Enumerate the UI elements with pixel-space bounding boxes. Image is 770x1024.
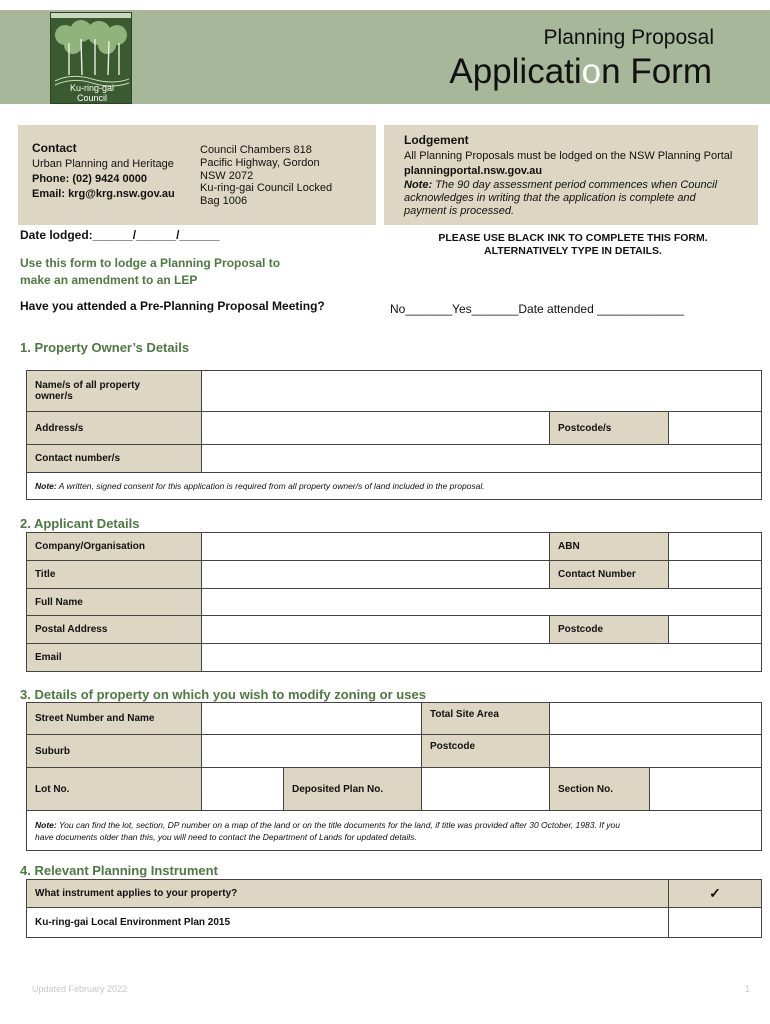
section-no-input[interactable] xyxy=(650,768,761,810)
meeting-question: Have you attended a Pre-Planning Proposal Meeting? xyxy=(20,299,325,313)
lodgement-note-2: acknowledges in writing that the application is complete and xyxy=(404,192,696,204)
owner-names-input[interactable] xyxy=(202,371,762,412)
dp-input[interactable] xyxy=(422,768,550,811)
contact-dept: Urban Planning and Heritage xyxy=(32,158,174,170)
suburb-input[interactable] xyxy=(202,735,422,768)
lot-label: Lot No. xyxy=(27,768,202,811)
instrument-option-lep-2015: Ku-ring-gai Local Environment Plan 2015 xyxy=(27,908,669,938)
owner-contact-input[interactable] xyxy=(202,445,762,473)
applicant-postcode-input[interactable] xyxy=(669,616,762,644)
abn-input[interactable] xyxy=(669,533,762,561)
dp-label: Deposited Plan No. xyxy=(284,768,422,811)
property-postcode-input[interactable] xyxy=(550,735,762,768)
lodgement-line1: All Planning Proposals must be lodged on the NSW Planning Portal xyxy=(404,150,733,162)
applicant-table xyxy=(26,532,762,672)
suburb-label: Suburb xyxy=(27,735,202,768)
street-label: Street Number and Name xyxy=(27,703,202,735)
property-details-table xyxy=(26,702,762,851)
owner-postcode-input[interactable] xyxy=(669,412,762,445)
site-area-input[interactable] xyxy=(550,703,762,735)
lodgement-box xyxy=(384,125,758,225)
email-input[interactable] xyxy=(202,644,762,672)
owner-address-input[interactable] xyxy=(202,412,550,445)
company-input[interactable] xyxy=(202,533,550,561)
section-2-heading: 2. Applicant Details xyxy=(20,516,140,531)
section-cell xyxy=(550,768,762,811)
form-title: Application Form xyxy=(449,52,712,91)
lodgement-heading: Lodgement xyxy=(404,133,469,147)
abn-label: ABN xyxy=(550,533,669,561)
lep-2015-checkbox[interactable] xyxy=(669,908,762,938)
street-input[interactable] xyxy=(202,703,422,735)
contact-address-1: Council Chambers 818 xyxy=(200,144,312,156)
contact-email: Email: krg@krg.nsw.gov.au xyxy=(32,188,175,200)
page-number: 1 xyxy=(744,984,750,994)
logo-text-line1: Ku-ring-gai xyxy=(69,83,115,93)
council-logo xyxy=(50,12,132,104)
lot-info-note: Note: You can find the lot, section, DP number on a map of the land or on the title documents for the land, if title was provided after 30 October, 1983. If you have documents older than this, you will need to contact the Department of Lands for updated details. xyxy=(27,811,762,851)
ink-instruction: PLEASE USE BLACK INK TO COMPLETE THIS FORM. ALTERNATIVELY TYPE IN DETAILS. xyxy=(438,232,708,257)
logo-text-line2: Council xyxy=(76,93,107,103)
updated-date: Updated February 2022 xyxy=(32,984,128,994)
lot-input[interactable] xyxy=(202,768,284,811)
date-lodged-field[interactable]: Date lodged:______/______/______ xyxy=(20,228,220,242)
lodgement-note-3: payment is processed. xyxy=(404,205,515,217)
contact-address-5: Bag 1006 xyxy=(200,195,248,207)
postal-address-label: Postal Address xyxy=(27,616,202,644)
owner-contact-label: Contact number/s xyxy=(27,445,202,473)
contact-address-3: NSW 2072 xyxy=(200,170,254,182)
owner-consent-note: Note: A written, signed consent for this application is required from all property owner/s of land included in the proposal. xyxy=(27,473,762,500)
form-purpose: Use this form to lodge a Planning Proposal to make an amendment to an LEP xyxy=(20,256,281,287)
company-label: Company/Organisation xyxy=(27,533,202,561)
checkmark-icon: ✓ xyxy=(669,880,762,908)
applicant-postcode-label: Postcode xyxy=(550,616,669,644)
full-name-input[interactable] xyxy=(202,589,762,616)
instrument-question: What instrument applies to your property? xyxy=(27,880,669,908)
email-label: Email xyxy=(27,644,202,672)
title-input[interactable] xyxy=(202,561,550,589)
section-4-heading: 4. Relevant Planning Instrument xyxy=(20,863,218,878)
property-postcode-label: Postcode xyxy=(422,735,550,768)
planning-instrument-table xyxy=(26,879,762,938)
contact-number-label: Contact Number xyxy=(550,561,669,589)
full-name-label: Full Name xyxy=(27,589,202,616)
title-label: Title xyxy=(27,561,202,589)
section-1-heading: 1. Property Owner’s Details xyxy=(20,340,190,355)
meeting-answer-field[interactable]: No_______Yes_______Date attended _____________ xyxy=(390,302,684,316)
contact-number-input[interactable] xyxy=(669,561,762,589)
form-subtitle: Planning Proposal xyxy=(543,26,714,49)
lodgement-note-1: Note: The 90 day assessment period commences when Council xyxy=(404,179,718,191)
planning-portal-link[interactable]: planningportal.nsw.gov.au xyxy=(404,165,543,177)
contact-address-2: Pacific Highway, Gordon xyxy=(200,157,320,169)
section-no-label: Section No. xyxy=(550,768,650,810)
contact-phone: Phone: (02) 9424 0000 xyxy=(32,173,147,185)
owner-address-label: Address/s xyxy=(27,412,202,445)
contact-box xyxy=(18,125,376,225)
postal-address-input[interactable] xyxy=(202,616,550,644)
owner-names-label: Name/s of all property owner/s xyxy=(27,371,202,412)
site-area-label: Total Site Area xyxy=(422,703,550,735)
property-owner-table xyxy=(26,370,762,500)
section-3-heading: 3. Details of property on which you wish to modify zoning or uses xyxy=(20,687,426,702)
contact-heading: Contact xyxy=(32,141,77,155)
contact-address-4: Ku-ring-gai Council Locked xyxy=(200,182,333,194)
owner-postcode-label: Postcode/s xyxy=(550,412,669,445)
